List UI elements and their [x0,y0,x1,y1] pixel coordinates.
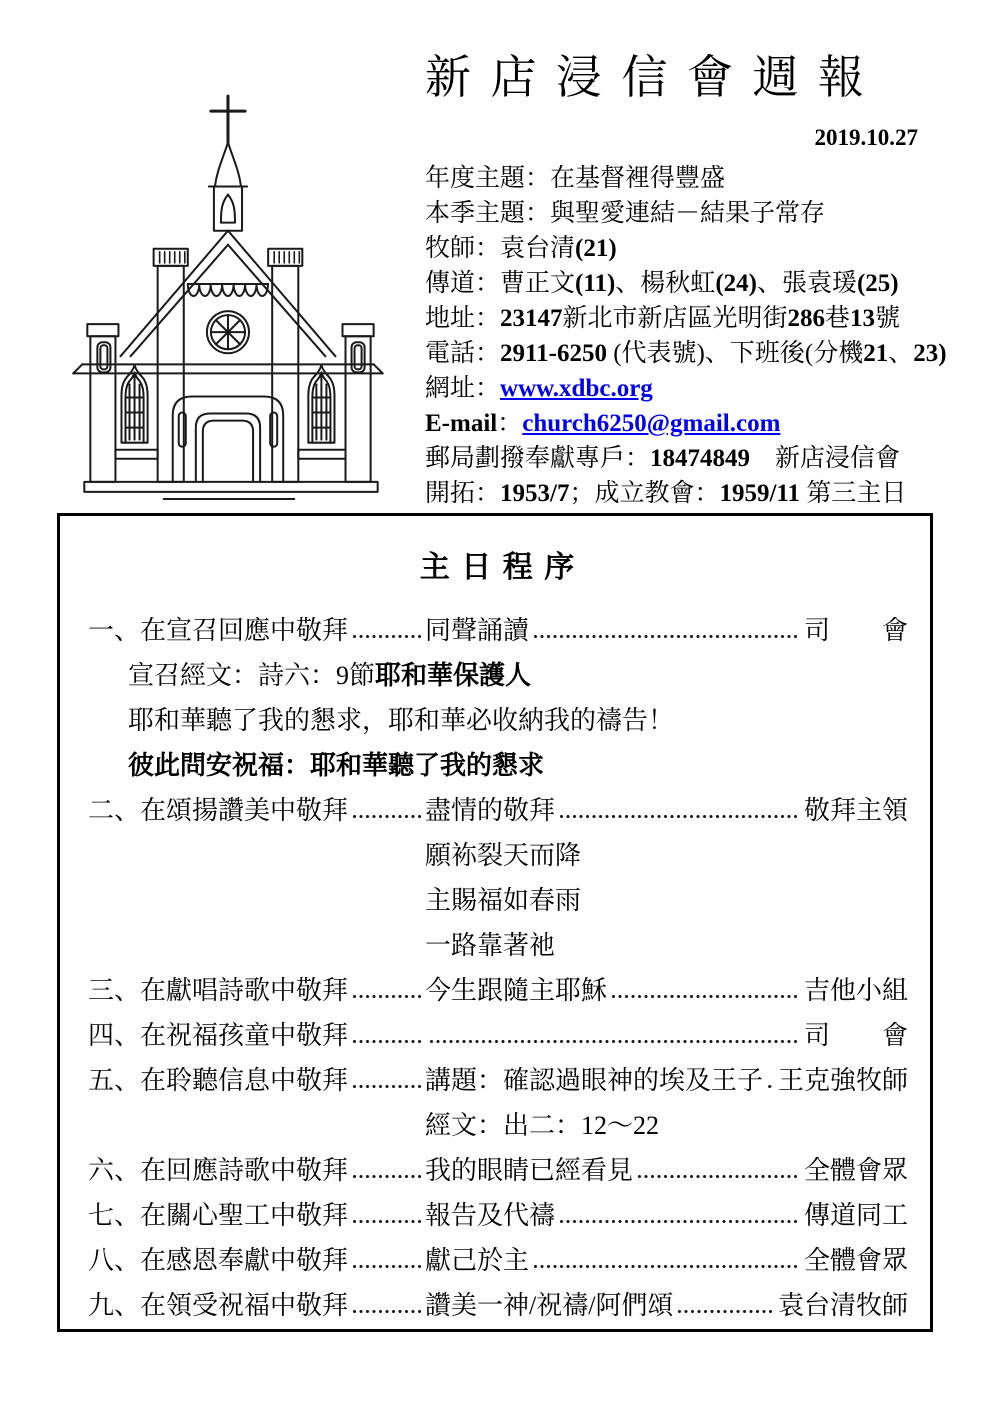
text-segment: 彼此問安祝福：耶和華聽了我的懇求 [128,751,545,780]
dotted-leader [352,969,421,999]
text-segment: 23 [913,340,939,368]
program-item-content: 報告及代禱 [425,1201,556,1230]
dotted-leader [352,1194,421,1224]
program-title: 主 日 程 序 [419,551,577,584]
program-item-leader-role: 傳道同工 [803,1201,908,1230]
text-segment: 、張袁瑗 [756,270,857,298]
program-item-name: 九、在領受祝福中敬拜 [88,1291,349,1320]
text-segment: 1959/11 [719,480,801,508]
program-item-content: 今生跟隨主耶穌 [425,976,608,1005]
program-item-leader-role: 司 會 [803,1021,908,1050]
info-line-postal-account [425,441,940,476]
program-item-name: 六、在回應詩歌中敬拜 [88,1156,349,1185]
dotted-leader [352,1014,421,1044]
text-segment: 號 [875,305,901,333]
program-item-name: 二、在頌揚讚美中敬拜 [88,796,349,825]
program-item-leader-role: 王克強牧師 [777,1066,908,1095]
program-row [88,1013,908,1058]
text-segment: 、楊秋虹 [615,270,716,298]
text-segment: (24) [715,270,757,298]
dotted-leader [352,1239,421,1269]
dotted-leader [559,789,800,819]
program-subrow [88,653,908,698]
program-item-leader-role: 全體會眾 [803,1156,908,1185]
dotted-leader [352,1284,421,1314]
program-item-content: 獻己於主 [425,1246,530,1275]
text-segment: 13 [850,305,876,333]
text-segment: 郵局劃撥奉獻專戶： [425,445,651,473]
dotted-leader [559,1194,800,1224]
header [425,50,947,511]
text-segment: 第三主日 [800,480,907,508]
program-row [88,788,908,833]
text-segment: 本季主題：與聖愛連結－結果子常存 [425,200,826,228]
info-line-season-theme [425,196,940,231]
text-segment: 一路靠著祂 [425,931,556,960]
text-segment: 286 [787,305,826,333]
program-box [57,513,933,1332]
program-item-name: 八、在感恩奉獻中敬拜 [88,1246,349,1275]
program-rows [88,608,908,1328]
dotted-leader [637,1149,800,1179]
program-item-leader-role: 袁台清牧師 [777,1291,908,1320]
text-segment: 網址： [425,375,501,403]
text-segment: 電話： [425,340,501,368]
text-segment: 願袮裂天而降 [425,841,582,870]
text-segment: 宣召經文：詩六：9節 [128,661,376,690]
info-line-founding [425,476,940,511]
text-segment: ；成立教會： [569,480,720,508]
info-line-website [425,371,940,406]
program-row [88,608,908,653]
text-segment: 2911-6250 [500,340,614,368]
text-segment: 23147 [500,305,563,333]
text-segment: 經文：出二：12～22 [425,1111,660,1140]
text-segment: (代表號)、下班後(分機 [613,340,864,368]
church-info-list [425,161,947,511]
text-segment: ) [938,340,947,368]
program-row [88,1238,908,1283]
program-row [88,1193,908,1238]
program-item-leader-role: 吉他小組 [803,976,908,1005]
text-segment: 地址： [425,305,501,333]
dotted-leader [533,1239,800,1269]
dotted-leader [352,609,421,639]
program-item-content: 盡情的敬拜 [425,796,556,825]
info-line-email [425,406,940,441]
info-line-annual-theme [425,161,940,196]
info-line-phone [425,336,947,371]
program-subrow [88,833,908,878]
dotted-leader [429,1014,800,1044]
text-segment: 耶和華聽了我的懇求，耶和華必收納我的禱告！ [128,706,675,735]
program-item-name: 五、在聆聽信息中敬拜 [88,1066,349,1095]
text-segment: ： [497,410,523,438]
program-subrow [88,698,908,743]
dotted-leader [352,1149,421,1179]
program-item-leader-role: 全體會眾 [803,1246,908,1275]
program-item-name: 七、在關心聖工中敬拜 [88,1201,349,1230]
dotted-leader [767,1059,774,1089]
program-item-leader-role: 司 會 [803,616,908,645]
text-segment: (11) [575,270,616,298]
info-line-ministers [425,266,940,301]
program-subrow [88,878,908,923]
dotted-leader [611,969,800,999]
dotted-leader [677,1284,774,1314]
gothic-window-left [121,365,147,442]
program-item-content: 講題：確認過眼神的埃及王子 [425,1066,764,1095]
text-segment: 開拓： [425,480,501,508]
text-segment: 18474849 [650,445,751,473]
program-item-content: 讚美一神/祝禱/阿們頌 [425,1291,674,1320]
text-segment: 新北市新店區光明街 [562,305,788,333]
text-segment: 主賜福如春雨 [425,886,582,915]
rose-window [207,311,249,353]
program-item-leader-role: 敬拜主領 [803,796,908,825]
program-item-name: 三、在獻唱詩歌中敬拜 [88,976,349,1005]
text-segment: 傳道：曹正文 [425,270,576,298]
entrance-arch [173,396,284,481]
text-segment: 21 [863,340,889,368]
program-row [88,1283,908,1328]
program-row [88,1058,908,1103]
program-row [88,968,908,1013]
page-title: 新 店 浸 信 會 週 報 [425,52,868,103]
text-segment: 1953/7 [500,480,570,508]
program-subrow [88,923,908,968]
issue-date: 2019.10.27 [814,125,918,151]
text-segment: 耶和華保護人 [375,661,532,690]
gothic-window-right [308,365,334,442]
info-line-address [425,301,940,336]
church-illustration [68,78,400,510]
program-subrow [88,1103,908,1148]
program-row [88,1148,908,1193]
text-segment: 、 [888,340,914,368]
program-subrow [88,743,908,788]
website-link[interactable]: www.xdbc.org [500,375,653,403]
program-item-content: 同聲誦讀 [425,616,530,645]
dotted-leader [352,789,421,819]
dotted-leader [352,1059,421,1089]
text-segment: 新店浸信會 [750,445,901,473]
program-item-name: 四、在祝福孩童中敬拜 [88,1021,349,1050]
dotted-leader [533,609,800,639]
text-segment: 巷 [825,305,851,333]
text-segment: 年度主題：在基督裡得豐盛 [425,165,726,193]
program-item-content: 我的眼睛已經看見 [425,1156,634,1185]
info-line-pastor [425,231,940,266]
text-segment: E-mail [425,410,498,438]
text-segment: (21) [575,235,617,263]
program-item-name: 一、在宣召回應中敬拜 [88,616,349,645]
text-segment: (25) [856,270,899,298]
cross-icon [211,96,245,142]
church-line-art [68,78,400,510]
email-link[interactable]: church6250@gmail.com [522,410,781,438]
text-segment: 牧師：袁台清 [425,235,576,263]
